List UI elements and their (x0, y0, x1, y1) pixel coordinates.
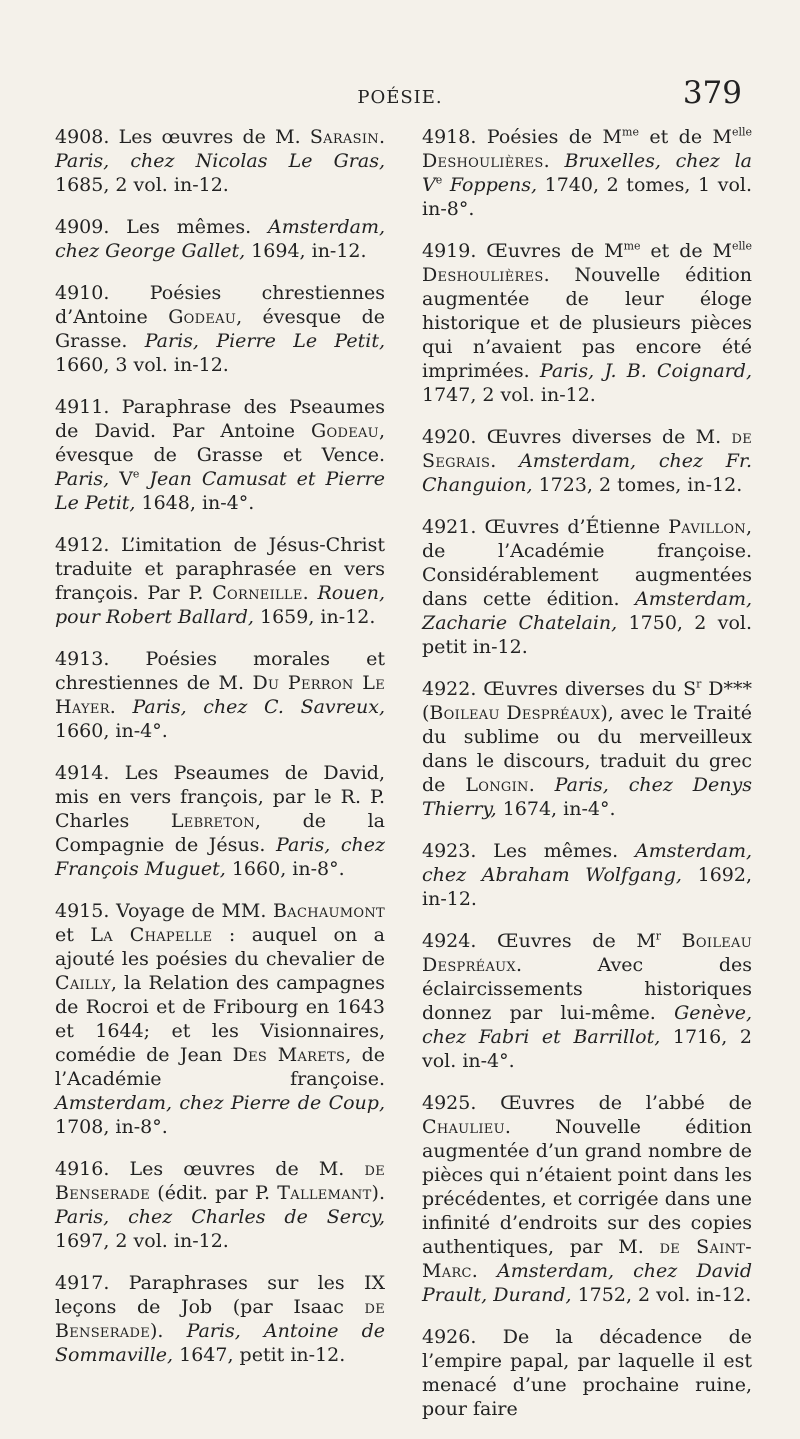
catalog-entry (422, 239, 752, 407)
entry-text (139, 468, 149, 490)
entry-text: 1697, 2 vol. in-12. (55, 1230, 229, 1252)
entry-text: (édit. par P. (150, 1182, 278, 1204)
entry-number: 4917. (55, 1272, 110, 1294)
entry-text: Les œuvres de M. (109, 1158, 365, 1180)
imprint: Amsterdam, chez Fr. Changuion, (422, 450, 752, 496)
entry-text: Poésies chrestiennes d’Antoine (55, 282, 385, 328)
imprint: Amsterdam, chez David Prault, Durand, (422, 1260, 752, 1306)
entry-text: 1694, in-12. (245, 240, 367, 262)
author-name: Longin (465, 774, 529, 796)
imprint: Paris, chez François Muguet, (55, 834, 385, 880)
entry-text: me (623, 239, 641, 253)
imprint: Paris, chez Charles de Sercy, (55, 1206, 385, 1228)
catalog-entry (55, 647, 385, 743)
author-name: Cailly (55, 972, 111, 994)
entry-number: 4920. (422, 426, 477, 448)
entry-text: Œuvres de l’abbé de (476, 1092, 752, 1114)
entry-text: 1685, 2 vol. in-12. (55, 174, 229, 196)
catalog-entry (422, 677, 752, 821)
entry-text: , de la Compagnie de Jésus. (55, 810, 385, 856)
entry-text: 1674, in-4°. (496, 798, 616, 820)
catalog-entry (55, 281, 385, 377)
entry-text: elle (731, 125, 753, 139)
entry-text: r (696, 677, 702, 691)
entry-text: 1747, 2 vol. in-12. (422, 384, 596, 406)
entry-number: 4909. (55, 216, 110, 238)
catalog-entry (55, 1157, 385, 1253)
running-title: POÉSIE. (357, 87, 443, 108)
entry-text: Les Pseaumes de David, mis en vers françois, par le R. P. Charles (55, 762, 385, 832)
entry-number: 4923. (422, 840, 477, 862)
entry-text: . (378, 126, 385, 148)
author-name: Deshoulières (422, 264, 544, 286)
entry-text: Paraphrases sur les IX leçons de Job (par Isaac (55, 1272, 385, 1318)
entry-text: Œuvres diverses de M. (476, 426, 732, 448)
entry-text: e (435, 173, 443, 187)
entry-text: 1648, in-4°. (135, 492, 255, 514)
author-name: de Benserade (55, 1158, 385, 1204)
entry-number: 4915. (55, 900, 110, 922)
entry-text: . (109, 696, 133, 718)
imprint: Amsterdam, chez Abraham Wolfgang, (422, 840, 752, 886)
catalog-entry (55, 215, 385, 263)
author-name: Bachaumont (273, 900, 385, 922)
entry-text: Œuvres de M (476, 930, 656, 952)
catalog-entry (422, 425, 752, 497)
catalog-entry (55, 533, 385, 629)
entry-text: 1659, in-12. (253, 606, 376, 628)
entry-text: Les mêmes. (476, 840, 635, 862)
imprint: Paris, chez Denys Thierry, (422, 774, 752, 820)
entry-text: ). (371, 1182, 385, 1204)
entry-number: 4921. (422, 516, 477, 538)
entry-number: 4910. (55, 282, 110, 304)
page-number: 379 (682, 75, 742, 111)
author-name: Godeau (168, 306, 237, 328)
entry-number: 4914. (55, 762, 110, 784)
catalog-entry (422, 839, 752, 911)
page-header (0, 75, 800, 125)
imprint: Foppens, (442, 174, 538, 196)
entry-text: , la Relation des campagnes de Rocroi et de Fribourg en 1643 et 1644; et les Visionnaires, comédie de Jean (55, 972, 385, 1066)
entry-text: . (471, 1260, 497, 1282)
entry-number: 4925. (422, 1092, 477, 1114)
catalog-entry (55, 125, 385, 197)
author-name: Sarasin (309, 126, 379, 148)
author-name: de Segrais (422, 426, 752, 472)
right-column (422, 125, 752, 1439)
entry-text: D*** ( (422, 678, 752, 724)
entry-text: me (622, 125, 639, 139)
author-name: Tallemant (277, 1182, 372, 1204)
entry-text: , de l’Académie françoise. Considérablement augmentées dans cette édition. (422, 516, 752, 610)
entry-text: Œuvres d’Étienne (476, 516, 669, 538)
entry-text: et (55, 924, 91, 946)
entry-number: 4912. (55, 534, 110, 556)
entry-text: 1647, petit in-12. (173, 1344, 346, 1366)
author-name: Pavillon (668, 516, 746, 538)
imprint: Amsterdam, chez George Gallet, (55, 216, 385, 262)
author-name: Chaulieu (422, 1116, 505, 1138)
entry-number: 4908. (55, 126, 110, 148)
entry-number: 4924. (422, 930, 477, 952)
author-name: de Benserade (55, 1296, 385, 1342)
entry-text: . (490, 450, 520, 472)
entry-text: Œuvres diverses du S (476, 678, 697, 700)
imprint: Rouen, pour Robert Ballard, (55, 582, 385, 628)
entry-text: . Nouvelle édition augmentée d’un grand nombre de pièces qui n’étaient point dans les précédentes, et corrigée dans une infinité d’endroits sur des copies authentiques, par M. (422, 1116, 752, 1258)
entry-text: 1716, 2 vol. in-4°. (422, 1026, 752, 1072)
catalog-entry (55, 1271, 385, 1367)
entry-text: , évesque de Grasse. (55, 306, 385, 352)
imprint: Jean Camusat et Pierre Le Petit, (55, 468, 385, 514)
catalog-entry (55, 899, 385, 1139)
entry-text: Paraphrase des Pseaumes de David. Par Antoine (55, 396, 385, 442)
entry-text: L’imitation de Jésus-Christ traduite et paraphrasée en vers françois. Par P. (55, 534, 385, 604)
imprint: Paris, Antoine de Sommaville, (55, 1320, 385, 1366)
entry-text: e (132, 467, 140, 481)
entry-text: Voyage de MM. (109, 900, 273, 922)
entry-text: 1660, in-8°. (225, 858, 345, 880)
entry-number: 4916. (55, 1158, 110, 1180)
catalog-entry (422, 1091, 752, 1307)
imprint: Paris, J. B. Coignard, (539, 360, 752, 382)
author-name: La Chapelle (90, 924, 213, 946)
catalog-entry (422, 515, 752, 659)
entry-text: Œuvres de M (476, 240, 624, 262)
imprint: Paris, Pierre Le Petit, (144, 330, 385, 352)
catalog-entry (55, 395, 385, 515)
author-name: Des Marets (232, 1044, 346, 1066)
imprint: Paris, chez C. Savreux, (132, 696, 385, 718)
entry-text: , évesque de Grasse et Vence. (55, 420, 385, 466)
left-column (55, 125, 385, 1385)
author-name: Corneille (212, 582, 303, 604)
entry-text: . (302, 582, 318, 604)
entry-text: 1750, 2 vol. petit in-12. (422, 612, 752, 658)
entry-text: : auquel on a ajouté les poésies du chevalier de (55, 924, 385, 970)
author-name: Deshoulières (422, 150, 544, 172)
entry-text: V (109, 468, 133, 490)
entry-text: . (543, 150, 565, 172)
imprint: Amsterdam, chez Pierre de Coup, (55, 1092, 385, 1114)
entry-text (661, 930, 682, 952)
entry-number: 4918. (422, 126, 477, 148)
entry-text: 1660, in-4°. (55, 720, 168, 742)
entry-number: 4913. (55, 648, 110, 670)
author-name: Lebreton (170, 810, 255, 832)
entry-number: 4919. (422, 240, 477, 262)
catalog-entry (422, 1325, 752, 1421)
entry-text: et de M (640, 240, 732, 262)
catalog-entry (55, 761, 385, 881)
entry-text: 1708, in-8°. (55, 1116, 168, 1138)
entry-text: ). (150, 1320, 187, 1342)
author-name: Du Perron Le Hayer (55, 672, 386, 718)
entry-text: . Nouvelle édition augmentée de leur éloge historique et de plusieurs pièces qui n’avaient pas encore été imprimées. (422, 264, 752, 382)
entry-number: 4922. (422, 678, 477, 700)
entry-text: 1740, 2 tomes, 1 vol. in-8°. (422, 174, 752, 220)
entry-text: 1692, in-12. (422, 864, 753, 910)
imprint: Genève, chez Fabri et Barrillot, (422, 1002, 752, 1048)
entry-text: ), avec le Traité du sublime ou du merveilleux dans le discours, traduit du grec de (422, 702, 752, 796)
entry-text: Poésies morales et chrestiennes de M. (55, 648, 385, 694)
entry-text: . Avec des éclaircissements historiques donnez par lui-même. (422, 954, 752, 1024)
entry-text: . (528, 774, 555, 796)
author-name: de Saint-Marc (422, 1236, 752, 1282)
author-name: Boileau Despréaux (422, 930, 752, 976)
author-name: Godeau (311, 420, 379, 442)
imprint: Amsterdam, Zacharie Chatelain, (422, 588, 752, 634)
entry-text: r (655, 929, 662, 943)
entry-text: 1660, 3 vol. in-12. (55, 354, 229, 376)
imprint: Paris, (55, 468, 110, 490)
entry-text: 1752, 2 vol. in-12. (571, 1284, 752, 1306)
entry-text: 1723, 2 tomes, in-12. (532, 474, 743, 496)
catalog-entry (422, 125, 752, 221)
entry-number: 4911. (55, 396, 110, 418)
entry-text: et de M (638, 126, 732, 148)
author-name: Boileau Despréaux (429, 702, 601, 724)
entry-text: De la décadence de l’empire papal, par laquelle il est menacé d’une prochaine ruine, pour faire (422, 1326, 752, 1420)
entry-text: , de l’Académie françoise. (55, 1044, 385, 1090)
entry-number: 4926. (422, 1326, 477, 1348)
entry-text: Poésies de M (476, 126, 623, 148)
imprint: Bruxelles, chez la V (422, 150, 752, 196)
entry-text: Les œuvres de M. (109, 126, 310, 148)
entry-text: elle (731, 239, 753, 253)
entry-text: Les mêmes. (109, 216, 268, 238)
imprint: Paris, chez Nicolas Le Gras, (55, 150, 385, 172)
catalog-entry (422, 929, 752, 1073)
